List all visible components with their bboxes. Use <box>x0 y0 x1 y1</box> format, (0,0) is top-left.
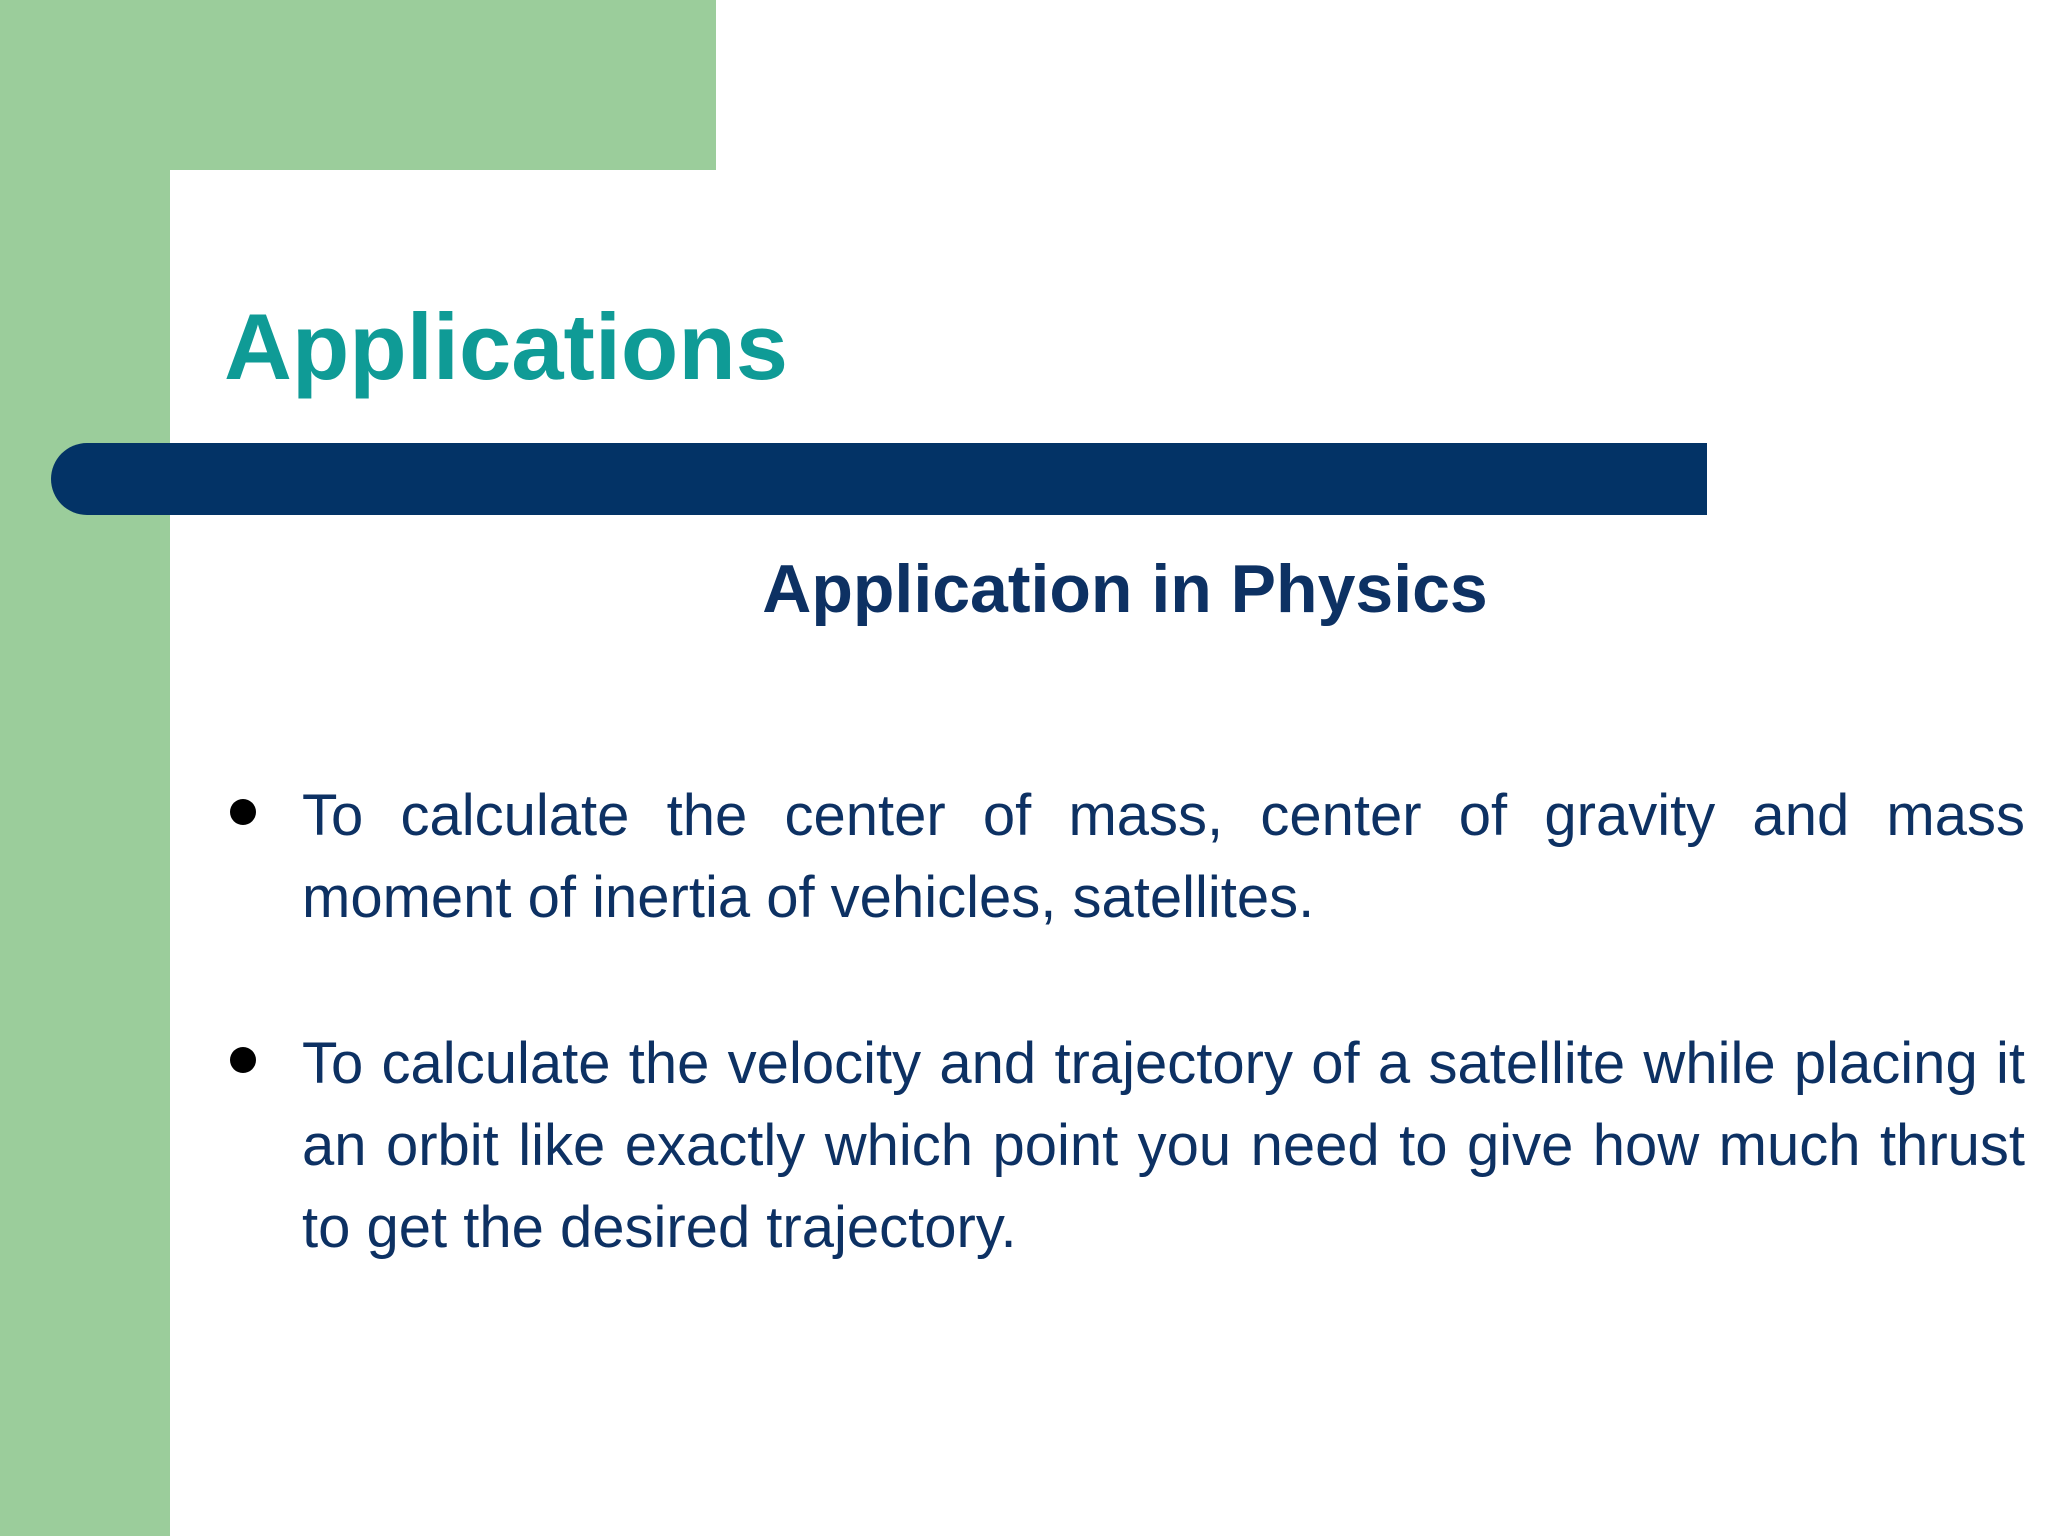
bullet-item <box>230 1023 2025 1269</box>
bullet-text: To calculate the velocity and trajectory of a satellite while placing it an orbit like exactly which point you need to give how much thrust to get the desired trajectory. <box>302 1031 2025 1260</box>
bullet-item <box>230 775 2025 939</box>
bullet-list <box>230 775 2025 1353</box>
title-divider-bar <box>51 443 1707 515</box>
bullet-icon <box>230 799 256 825</box>
decorative-green-strip <box>0 0 170 1536</box>
bullet-icon <box>230 1047 256 1073</box>
slide-title: Applications <box>224 294 789 399</box>
slide-subtitle: Application in Physics <box>762 551 1488 627</box>
bullet-text: To calculate the center of mass, center of gravity and mass moment of inertia of vehicles, satellites. <box>302 783 2025 930</box>
